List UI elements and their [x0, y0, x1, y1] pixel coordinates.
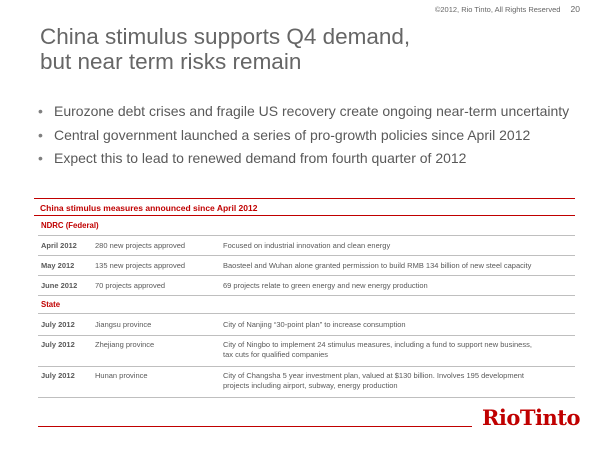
row-detail-line: Baosteel and Wuhan alone granted permission to build RMB 134 billion of new steel capacity — [223, 260, 532, 270]
row-subject: Zhejiang province — [95, 340, 155, 349]
table-row — [38, 367, 575, 398]
copyright-notice — [435, 4, 580, 14]
row-date: April 2012 — [41, 241, 77, 250]
row-detail-line: 69 projects relate to green energy and new energy production — [223, 280, 428, 290]
bullet-list — [38, 103, 578, 174]
slide-title-line-2: but near term risks remain — [40, 49, 302, 74]
row-detail-line: projects including airport, subway, energy production — [223, 381, 398, 390]
section-label: NDRC (Federal) — [41, 221, 99, 230]
row-detail — [223, 236, 575, 255]
row-subject: Hunan province — [95, 371, 148, 380]
rio-tinto-logo: RioTinto — [481, 405, 580, 430]
row-date: July 2012 — [41, 371, 75, 380]
stimulus-table — [38, 216, 575, 398]
row-subject: 135 new projects approved — [95, 261, 186, 270]
row-detail — [223, 314, 575, 335]
section-row-state — [38, 296, 575, 314]
row-subject: Jiangsu province — [95, 320, 152, 329]
row-date: May 2012 — [41, 261, 75, 270]
table-title: China stimulus measures announced since April 2012 — [40, 203, 258, 213]
row-detail — [223, 371, 575, 391]
table-row — [38, 276, 575, 296]
table-row — [38, 256, 575, 276]
row-detail-line: Focused on industrial innovation and clean energy — [223, 240, 391, 250]
slide-title — [40, 24, 560, 74]
table-row — [38, 336, 575, 367]
row-detail-line: City of Ningbo to implement 24 stimulus measures, including a fund to support new business, — [223, 340, 532, 349]
footer-rule — [38, 426, 472, 427]
section-row-ndrc — [38, 216, 575, 236]
row-detail-line: City of Nanjing “30-point plan” to increase consumption — [223, 319, 406, 329]
row-detail — [223, 256, 575, 275]
row-date: July 2012 — [41, 340, 75, 349]
row-detail — [223, 276, 575, 295]
row-subject: 70 projects approved — [95, 281, 166, 290]
row-date: July 2012 — [41, 320, 75, 329]
table-top-rule — [34, 198, 575, 199]
table-row — [38, 236, 575, 256]
row-detail — [223, 340, 575, 360]
bullet-item: • Eurozone debt crises and fragile US recovery create ongoing near-term uncertainty — [38, 103, 578, 121]
table-row — [38, 314, 575, 336]
bullet-item: • Central government launched a series of pro-growth policies since April 2012 — [38, 127, 578, 145]
row-detail-line: tax cuts for qualified companies — [223, 350, 329, 359]
bullet-item: • Expect this to lead to renewed demand from fourth quarter of 2012 — [38, 150, 578, 168]
copyright-text: ©2012, Rio Tinto, All Rights Reserved — [434, 5, 561, 14]
section-label: State — [41, 300, 61, 309]
row-subject: 280 new projects approved — [95, 241, 186, 250]
row-date: June 2012 — [41, 281, 78, 290]
row-detail-line: City of Changsha 5 year investment plan, valued at $130 billion. Involves 195 development — [223, 371, 525, 380]
page-number: 20 — [570, 4, 580, 14]
slide-title-line-1: China stimulus supports Q4 demand, — [40, 24, 411, 49]
